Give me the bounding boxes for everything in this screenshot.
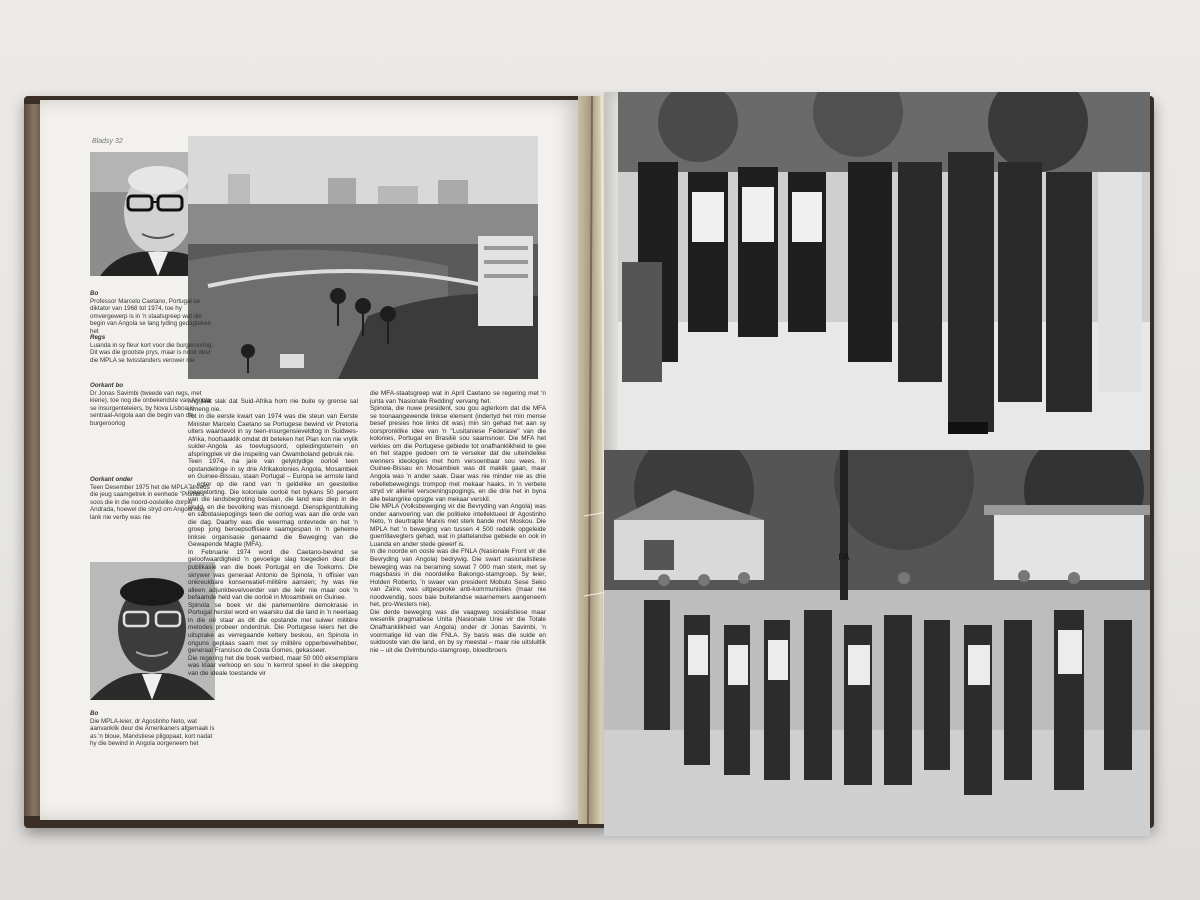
- caption-luanda: [90, 334, 216, 364]
- caption-label: Oorkant bo: [90, 382, 124, 389]
- luanda-bay-photo: [188, 136, 538, 379]
- soldiers-salute-photo: [618, 92, 1150, 452]
- caption-label: Regs: [90, 334, 106, 341]
- caption-caetano: [90, 290, 216, 336]
- caption-label: Bo: [90, 710, 99, 717]
- caption-label: Bo: [90, 290, 99, 297]
- right-page: [604, 92, 1150, 836]
- caption-text: Professor Marcelo Caetano, Portugal se diktator van 1968 tot 1974, toe hy omvergewerp is in 'n staatsgreep wat die begin van Angola se lang lyding gedagteken het: [90, 297, 212, 335]
- photo-sign-text: PA: [838, 552, 850, 562]
- running-head: Bladsy 32: [92, 138, 123, 145]
- caption-text: Teen Desember 1975 het die MPLA alreeds die jeug saamgetrek in eenhede "Pioniers" soos die in die noord-oostelike dorpie Andrada, hoewel die stryd om Angola nog lank nie verby was nie: [90, 483, 210, 521]
- left-page: [40, 100, 580, 820]
- youth-drill-photo: [604, 450, 1150, 836]
- caption-text: Die MPLA-leier, dr Agostinho Neto, wat aanvanklik deur die Amerikaners afgemaak is as 'n bloue, Marxistiese pligopaat, kort nadat hy die bewind in Angola oorgeneem het: [90, 717, 215, 748]
- caption-text: Dr Jonas Savimbi (tweede van regs, met kierie), toe nog die onbekendste van Angola se insurgenteleiers, by Nova Lisboa in sentraal-Angola aan die begin van die burgeroorlog: [90, 389, 211, 427]
- article-column-1: ring laat slak dat Suid-Afrika hom nie buite sy grense sal inmeng nie. Tot in die eerste kwart van 1974 was die steun van Eerste Minister Marcelo Caetano se Portugese bewind vir Pretoria uiters waardevol in sy teen-insurgensieveldtog in Suidwes-Afrika, hoofsaaklik omdat dit beteken het Plan kon nie vrylik suider-Angola as toevlugsoord, opleidingsterrein en afspringplek vir die inspeling van Owamboland gebruik nie. Teen 1974, na jare van gelyktydige oorloë teen opstandelinge in sy drie Afrikakolonies Angola, Mosambiek en Guinee-Bissau, staan Portugal – Europa se armste land – egter op die rand van 'n geldelike en geestelike ineenstorting. Die koloniale oorloë het bykans 50 persent van die landsbegroting beslaan, die land was diep in die skuld, en die bevolking was misnoegd. Dienspligontduiking en sabotasiepogings teen die oorlog was aan die orde van die dag. Daarby was die weermag ontevrede en het 'n groep jong beroepsoffisiere saamgespan in 'n geheime linksie organisasie genaamd die Beweging van die Gewapende Magte (MFA). In Februarie 1974 word die Caetano-bewind se geloofwaardigheid 'n gevoelige slag toegedien deur die publikasie van die boek Portugal en die Toekoms. Die skrywer was generaal Antonio de Spinola, 'n offisier van onkreukbare konserwatief-militêre aansien; hy was nie alleen adjunkbevelvoerder van die leër nie maar ook 'n befaamde held van die oorloë in Mosambiek en Guinee. Spinola se boek vir die parlementêre demokrasie in Portugal herstel word en waarsku dat die land in 'n neerlaag in die oë staar as dit die opstande met suiwer militêre metodes probeer onderdruk. Die Portugese leiers het die uitsprake as verregaande kettery beskou, en Spinola in onguns geplaas saam met sy militêre opperbevelhebber, generaal Francisco de Costa Gomes, gekasseer. Die regering het die boek verbied, maar 50 000 eksemplare was klaar verkoop en sou 'n kernrol speel in die skepping van die ideale toestande vir: [188, 398, 358, 677]
- caption-text: Luanda in sy fleur kort voor die burgeroorlog. Dit was die grootste prys, maar is nooit deur die MPLA se twisstanders verower nie: [90, 341, 214, 364]
- caption-label: Oorkant onder: [90, 476, 133, 483]
- article-column-2: die MFA-staatsgreep wat in April Caetano se regering met 'n junta van 'Nasionale Redding' vervang het. Spinola, die nuwe president, sou gou agterkom dat die MFA se toonaangewende linkse element (indertyd het min mense besef presies hoe links dit was) min sin gehad het aan sy oorspronklike idee van 'n "Lusitaniese Federasie" van die kolonies, Portugal en Brasilië sou saamsnoer. Die MFA het verkies om die Portugese gebiede tot onafhanklikheid te gee en het stappe gedoen om te verseker dat die uiteindelike wenners ideologies met hom versoenbaar sou wees. In Guinee-Bissau en Mosambiek was dit maklik gaan, maar Angola was 'n ander saak. Daar was nie minder nie as drie rebellebewegings trompop met mekaar haaks, in 'n verbete stryd vir allerlei versoeningspogings, en die drie het in byna alle belangrike opsigte van mekaar verskil. Die MPLA (Volksbeweging vir die Bevryding van Angola) was onder aanvoering van die politieke intellektueel dr Agostinho Neto, 'n deurtrapte Marxis met sterk bande met Moskou. Die MPLA het 'n beweging van tussen 4 500 redelik opgeleide guerrillavegters gehad, wat in plattelandse gebiede en ook in Luanda en ander stede gewerf is. In die noorde en ooste was die FNLA (Nasionale Front vir die Bevryding van Angola) bedrywig. Die swart nasionalistiese beweging was na beraming sowat 7 000 man sterk, met sy magsbasis in die noordelike Bakongo-stamgroep. Sy leier, Holden Roberto, 'n swaer van president Mobuto Sese Seko van Zaïre, was uitgesproke anti-kommunisties (maar nie noodwendig, soos baie buitelandse waarnemers aangeneem het, pro-Westers nie). Die derde beweging was die vaagweg sosialistiese maar wesenlik pragmatiese Unita (Nasionale Unie vir die Totale Onafhanklikheid van Angola) onder dr Jonas Savimbi, 'n voormalige lid van die FNLA. Sy basis was die suide en suidooste van die land, en by sy meestal – maar nie uitsluitlik nie – uit die Ovimbundu-stamgroep, bloedbroers: [370, 390, 546, 654]
